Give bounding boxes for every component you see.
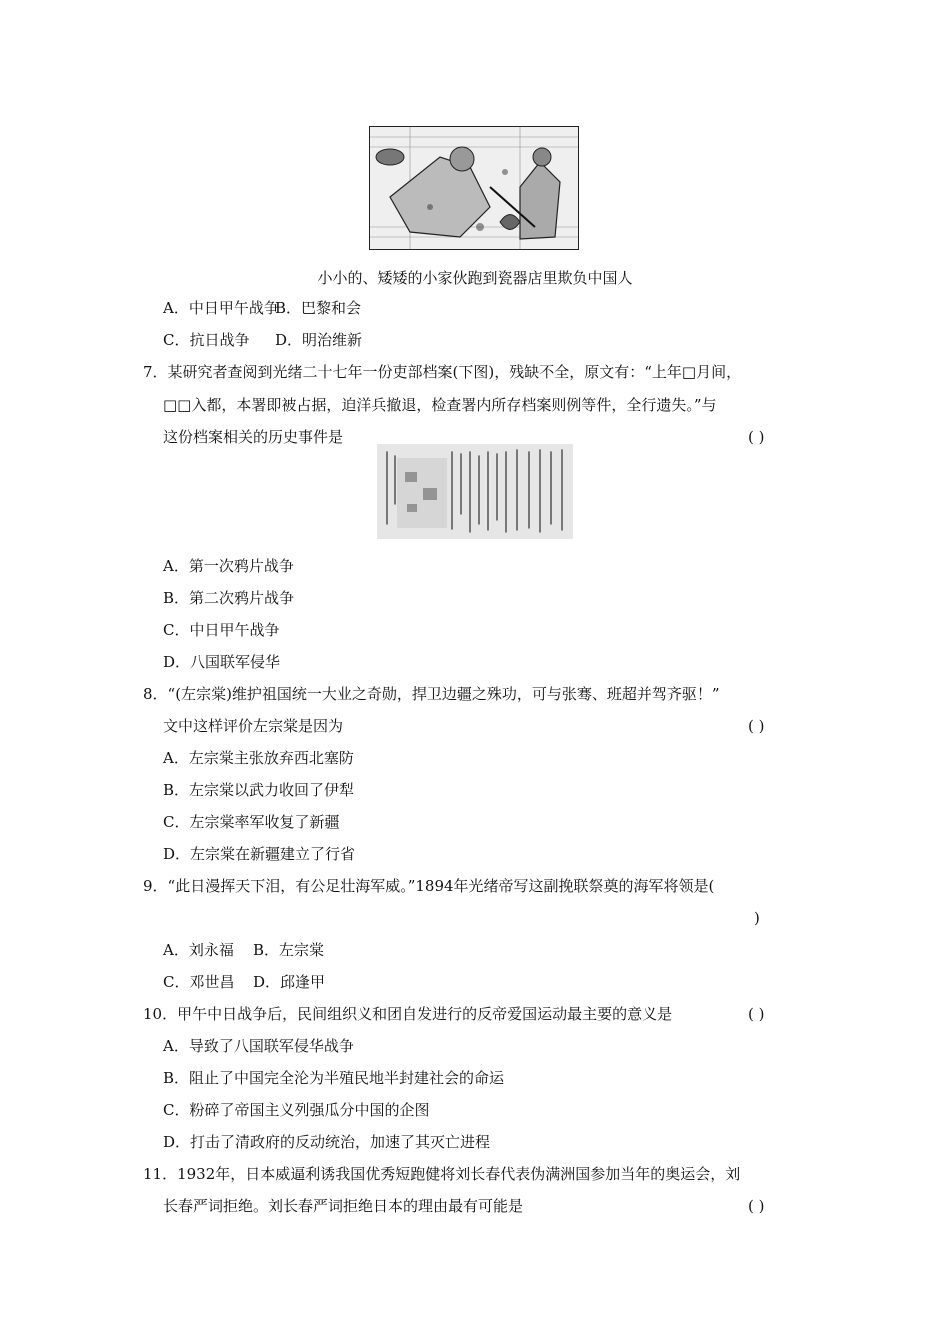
q9-option-c: C．邓世昌 (163, 973, 235, 991)
q9-option-b: B．左宗棠 (253, 941, 325, 959)
q9-option-d: D．邱逢甲 (253, 973, 326, 991)
q7-option-d: D．八国联军侵华 (163, 653, 281, 671)
q11-answer-blank: ( ) (748, 1197, 765, 1215)
q8-stem-line-1: 8．“(左宗棠)维护祖国统一大业之奇勋，捍卫边疆之殊功，可与张骞、班超并驾齐驱！” (143, 685, 720, 703)
q11-stem-line-2: 长春严词拒绝。刘长春严词拒绝日本的理由最有可能是 (163, 1197, 524, 1215)
q10-stem: 10．甲午中日战争后，民间组织义和团自发进行的反帝爱国运动最主要的意义是 (143, 1005, 673, 1023)
q7-option-b: B．第二次鸦片战争 (163, 589, 295, 607)
q6-option-c: C．抗日战争 (163, 331, 250, 349)
q10-option-a: A．导致了八国联军侵华战争 (163, 1037, 354, 1055)
q11-stem-line-1: 11．1932年，日本威逼利诱我国优秀短跑健将刘长春代表伪满洲国参加当年的奥运会，刘 (143, 1165, 741, 1183)
q8-option-b: B．左宗棠以武力收回了伊犁 (163, 781, 355, 799)
q7-stem-line-3: 这份档案相关的历史事件是 (163, 428, 344, 446)
figure-caption: 小小的、矮矮的小家伙跑到瓷器店里欺负中国人 (317, 269, 633, 287)
q8-stem-line-2: 文中这样评价左宗棠是因为 (163, 717, 344, 735)
q10-answer-blank: ( ) (748, 1005, 765, 1023)
q6-option-d: D．明治维新 (275, 331, 363, 349)
archive-document-image (377, 444, 573, 539)
q7-answer-blank: ( ) (748, 428, 765, 446)
q9-answer-blank: ) (754, 909, 760, 927)
q9-option-a: A．刘永福 (163, 941, 234, 959)
q6-option-a: A．中日甲午战争 (163, 299, 279, 317)
q8-option-d: D．左宗棠在新疆建立了行省 (163, 845, 356, 863)
cartoon-illustration (369, 126, 579, 250)
q10-option-d: D．打击了清政府的反动统治，加速了其灭亡进程 (163, 1133, 491, 1151)
q7-stem-line-2: □□入都，本署即被占据，迫洋兵撤退，检查署内所存档案则例等件，全行遗失。”与 (163, 396, 717, 414)
q9-stem-line-1: 9．“此日漫挥天下泪，有公足壮海军威。”1894年光绪帝写这副挽联祭奠的海军将领是( (143, 877, 715, 895)
q7-option-c: C．中日甲午战争 (163, 621, 280, 639)
q8-answer-blank: ( ) (748, 717, 765, 735)
q10-option-b: B．阻止了中国完全沦为半殖民地半封建社会的命运 (163, 1069, 505, 1087)
q7-option-a: A．第一次鸦片战争 (163, 557, 294, 575)
q6-option-b: B．巴黎和会 (275, 299, 362, 317)
q8-option-a: A．左宗棠主张放弃西北塞防 (163, 749, 354, 767)
q10-option-c: C．粉碎了帝国主义列强瓜分中国的企图 (163, 1101, 430, 1119)
q8-option-c: C．左宗棠率军收复了新疆 (163, 813, 340, 831)
q7-stem-line-1: 7．某研究者查阅到光绪二十七年一份吏部档案(下图)，残缺不全，原文有：“上年□月间， (143, 363, 742, 381)
